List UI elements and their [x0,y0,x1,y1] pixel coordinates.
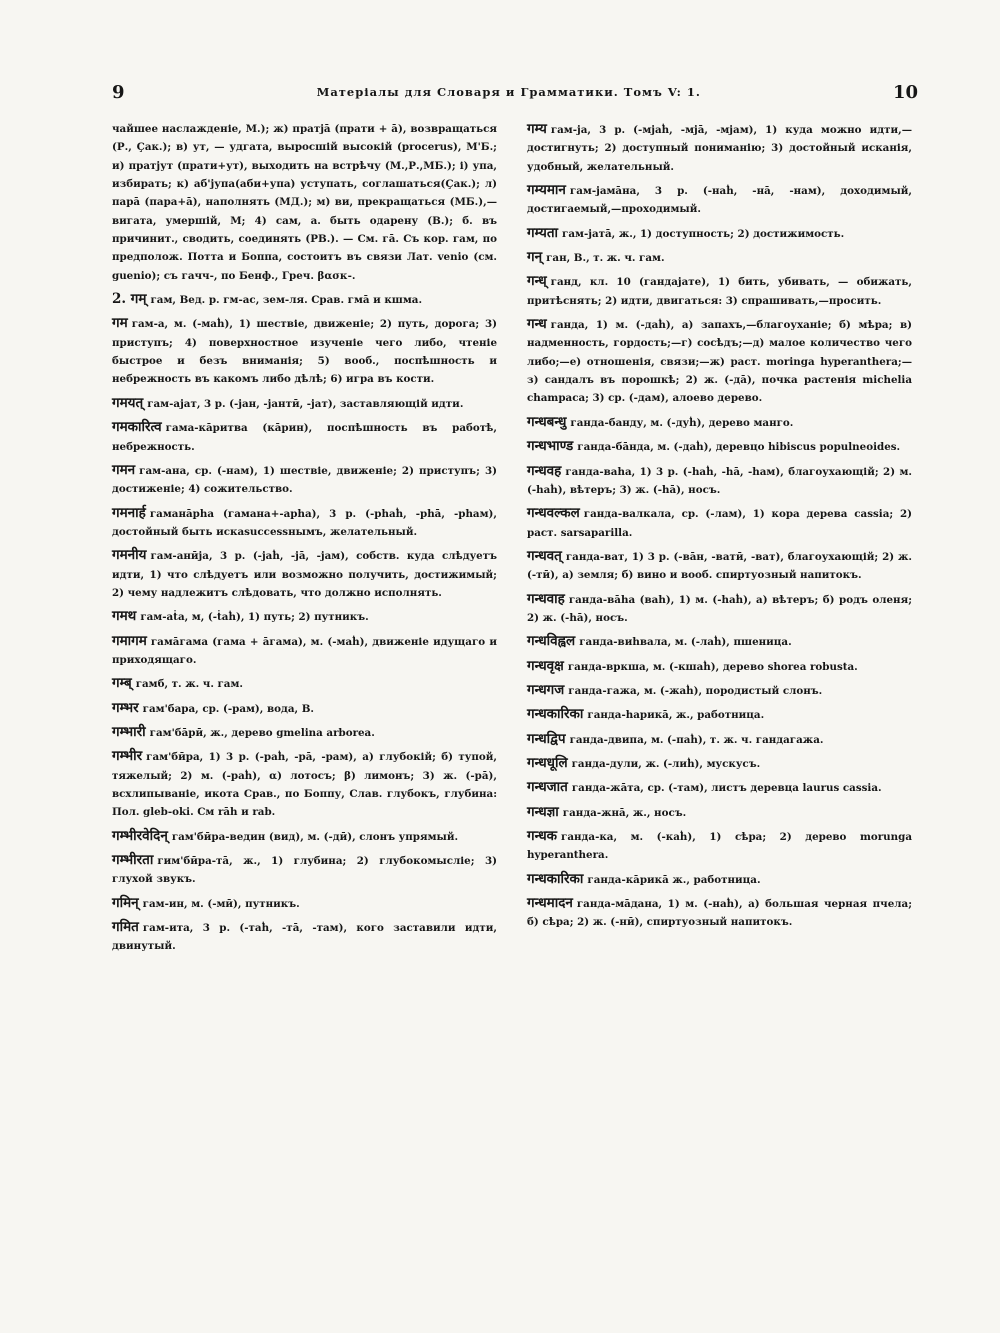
entry-headword: गमनीय [112,547,147,564]
entry-headword: गन्धवह [527,462,562,479]
entry-headword: गमकारित्व [112,419,162,436]
entry-headword: गन् [527,249,543,266]
dictionary-entry [112,674,497,693]
entry-definition: ган, В., т. ж. ч. гам. [546,252,665,265]
entry-headword: गन्धजात [527,779,568,796]
entry-headword: गन्ध् [527,273,547,290]
entry-headword: गम्भीरता [112,852,154,869]
entry-headword: गन्धगज [527,681,565,698]
entry-definition: гим'бӣра-тā, ж., 1) глубина; 2) глубокомысліе; 3) глухой звукъ. [112,855,497,886]
entry-headword: गन्धवल्कल [527,505,580,522]
entry-definition: ганда-ват, 1) 3 р. (-вāн, -ватӣ, -ват), благоухающій; 2) ж. (-тӣ), а) земля; б) вино и вооб. спиртуозный напитокъ. [527,550,912,582]
dictionary-entry [527,894,912,932]
entry-headword: गम्यमान [527,182,566,199]
dictionary-entry [527,437,912,456]
dictionary-entry [527,754,912,773]
dictionary-entry [527,181,912,219]
entry-definition: гам-ин, м. (-мӣ), путникъ. [142,897,300,910]
entry-definition: ганда, 1) м. (-даḣ), а) запахъ,—благоуханіе; б) мѣра; в) надменность, гордость;—г) сосѣдъ;—д) малое количество чего либо;—е) отношенія, связи;—ж) раст. moringa hyperanthera;—з) сандалъ въ порошкѣ; 2) ж. (-дā), почка растенія michelia champaca; 3) ср. (-дам), алоево дерево. [527,319,912,405]
entry-definition: гамб, т. ж. ч. гам. [135,678,244,691]
entry-definition: ганда-гажа, м. (-жаḣ), породистый слонъ. [568,684,823,697]
entry-headword: गन्धज्ञा [527,803,559,820]
dictionary-entry [112,120,497,285]
dictionary-entry [112,632,497,670]
left-page-number: 9 [112,81,125,103]
entry-headword: गन्धभाण्ड [527,438,574,455]
entry-definition: чайшее наслажденіе, М.); ж) пратjā (прати + ā), возвращаться (Р., Çак.); в) ут, — удгата, выросшій высокій (procerus), М'Б.; и) пратjут (прати+ут), выходить на встрѣчу (М.,Р.,МБ.); і) упа, избирать; к) аб'jупа(аби+упа) уступать, соглашаться(Çак.); л) парā (пара+ā), наполнять (МД.); м) ви, прекращаться (МБ.),—вигата, умершій, М; 4) сам, а. быть одарену (В.); б. въ причинит., сводить, соединять (РВ.). — См. гā. Съ кор. гам, по предполож. Потта и Боппа, состоитъ въ связи Лат. venio (см. guenio); съ гачч-, по Бенф., Греч. βασκ-. [112,123,497,282]
dictionary-entry [112,546,497,602]
dictionary-entry [112,607,497,626]
dictionary-entry [112,723,497,742]
entry-headword: गम्भर [112,699,139,716]
entry-headword: गन्धद्विप [527,730,566,747]
entry-definition: ганда-двипа, м. (-паḣ), т. ж. ч. гандагажа. [569,733,824,746]
dictionary-entry [527,870,912,889]
dictionary-entry [527,705,912,724]
entry-headword: गमित [112,919,139,936]
dictionary-entry [527,827,912,865]
entry-headword: गमन [112,461,136,478]
entry-definition: ганда-вркша, м. (-кшаḣ), дерево shorea robusta. [567,660,858,673]
entry-headword: गन्धक [527,828,558,844]
dictionary-entry [527,778,912,797]
entry-definition: ганда-hарикā, ж., работница. [587,709,765,722]
dictionary-entry [112,504,497,542]
dictionary-entry [527,120,912,176]
entry-definition: гам-jатā, ж., 1) доступность; 2) достижимость. [562,227,845,240]
dictionary-entry [527,590,912,628]
dictionary-entry [527,681,912,700]
entry-definition: гам-ана, ср. (-нам), 1) шествіе, движеніе; 2) приступъ; 3) достиженіе; 4) сожительство. [112,464,497,496]
entry-headword: गन्धविह्वल [527,633,576,650]
dictionary-entry [112,747,497,821]
entry-definition: гам-jа, 3 р. (-мjаḣ, -мjā, -мjам), 1) куда можно идти,—достигнуть; 2) доступный пониманію; 3) достойный исканія, удобный, желательный. [527,124,912,173]
entry-headword: गन्ध [527,316,547,333]
dictionary-entry [527,315,912,408]
entry-headword: 2. गम् [112,291,147,308]
entry-definition: гам'бӣра, 1) 3 р. (-раḣ, -рā, -рам), а) глубокій; б) тупой, тяжелый; 2) м. (-раḣ), α) лотосъ; β) лимонъ; 3) ж. (-рā), всхлипываніе, икота Срав., по Боппу, Слав. глубокъ, глубина: Пол. gleb-oki. См rāh и rab. [112,751,497,819]
dictionary-entry [112,918,497,956]
entry-definition: ганда-бāнда, м. (-даḣ), деревцо hibiscus populneoides. [577,441,901,454]
entry-definition: ганда-банду, м. (-дуḣ), дерево манго. [570,416,794,429]
dictionary-entry [112,699,497,718]
entry-definition: ганда-валкала, ср. (-лам), 1) кора дерева cassia; 2) раст. sarsaparilla. [527,508,912,539]
entry-headword: गमिन् [112,894,139,911]
entry-definition: ганда-ка, м. (-каḣ), 1) сѣра; 2) дерево morunga hyperanthera. [527,831,912,862]
entry-definition: ганда-виhвала, м. (-лаḣ), пшеница. [579,636,792,649]
dictionary-entry [527,272,912,310]
entry-headword: गम्यता [527,224,559,241]
entry-headword: गमागम [112,632,147,649]
entry-headword: गम्भीरवेदिन् [112,827,168,844]
dictionary-entry [112,290,497,309]
entry-definition: гам-а, м. (-маḣ), 1) шествіе, движеніе; 2) путь, дорога; 3) приступъ; 4) поверхностное изученіе чего либо, чтеніе быстрое и безъ вниманія; 5) вооб., поспѣшность и небрежность въ какомъ либо дѣлѣ; 6) игра въ кости. [112,318,497,386]
dictionary-entry [112,461,497,499]
dictionary-entry [527,632,912,651]
dictionary-entry [527,413,912,432]
entry-definition: гамāгама (гама + āгама), м. (-маḣ), движеніе идущаго и приходящаго. [112,635,497,666]
entry-definition: гам-ита, 3 р. (-таḣ, -тā, -там), кого заставили идти, двинутый. [112,922,497,953]
entry-headword: गमनार्ह [112,504,146,521]
entry-definition: ганда-кāрикā ж., работница. [587,873,761,886]
entry-headword: गम्भीर [112,748,143,765]
dictionary-entry [527,730,912,749]
entry-headword: गम [112,315,128,332]
dictionary-entry [527,547,912,585]
entry-definition: гаманāрhа (гамана+-арhа), 3 р. (-рhаḣ, -рhā, -рhам), достойный быть искаsuccessнымъ, желательный. [112,507,497,538]
right-page-number: 10 [892,81,918,103]
entry-headword: गन्धमादन [527,895,573,912]
entry-definition: ганда-жāта, ср. (-там), листъ деревца laurus cassia. [571,782,882,795]
entry-definition: гам-аjат, 3 р. (-jан, -jантӣ, -jат), заставляющій идти. [147,397,464,410]
dictionary-entry [112,314,497,388]
dictionary-entry [527,462,912,500]
entry-definition: ганда-ваhа, 1) 3 р. (-hаḣ, -hā, -hам), благоухающій; 2) м. (-hаḣ), вѣтеръ; 3) ж. (-hā), носъ. [527,465,912,496]
dictionary-entry [527,248,912,267]
entry-definition: ганда-дули, ж. (-лиḣ), мускусъ. [571,757,761,770]
entry-headword: गम्भारी [112,723,146,740]
entry-definition: гама-кāритва (кāрин), поспѣшность въ работѣ, небрежность. [112,422,497,453]
dictionary-entry [112,394,497,413]
entry-definition: гам'бӣра-ведин (вид), м. (-дӣ), слонъ упрямый. [171,830,459,843]
entry-definition: гам'бара, ср. (-рам), вода, В. [142,702,314,715]
entry-definition: гам-анӣjа, 3 р. (-jаḣ, -jā, -jам), собств. куда слѣдуетъ идти, 1) что слѣдуетъ или возможно получить, достижимый; 2) чему надлежитъ слѣдовать, что должно исполнять. [112,550,497,599]
entry-definition: ганда-вāhа (ваh), 1) м. (-hаḣ), а) вѣтеръ; б) родъ оленя; 2) ж. (-hā), носъ. [527,593,912,624]
entry-headword: गमथ [112,608,137,625]
entry-headword: गन्धकारिका [527,706,584,723]
entry-definition: гам-jамāна, 3 р. (-наḣ, -нā, -нам), доходимый, достигаемый,—проходимый. [527,185,912,216]
dictionary-entry [527,657,912,676]
dictionary-entry [112,827,497,846]
entry-definition: ганда-мāдана, 1) м. (-наḣ), а) большая черная пчела; б) сѣра; 2) ж. (-нӣ), спиртуозный напитокъ. [527,898,912,929]
entry-headword: गन्धवत् [527,547,562,564]
entry-headword: गमयत् [112,394,144,411]
running-title: Матеріалы для Словаря и Грамматики. Томъ V: 1. [316,85,701,99]
dictionary-entry [112,418,497,456]
entry-definition: ганд, кл. 10 (гандаjате), 1) бить, убивать, — обижать, притѣснять; 2) идти, двигаться: 3) спрашивать,—просить. [527,276,912,307]
left-column [112,120,497,961]
entry-headword: गन्धधूलि [527,754,568,771]
entry-headword: गन्धवृक्ष [527,657,564,674]
page-header [112,80,918,104]
dictionary-entry [527,504,912,542]
entry-headword: गन्धबन्धु [527,413,567,430]
entry-headword: गन्धकारिका [527,870,584,887]
entry-headword: गम्य [527,121,547,137]
entry-definition: гам-аṫа, м, (-ṫаḣ), 1) путь; 2) путникъ. [140,611,369,624]
entry-headword: गन्धवाह [527,590,565,607]
right-column [527,120,912,937]
dictionary-entry [112,894,497,913]
dictionary-entry [527,803,912,822]
entry-definition: гам, Вед. р. гм-ас, зем-ля. Срав. гмā и кшма. [150,294,423,307]
dictionary-entry [112,851,497,889]
entry-definition: ганда-жнā, ж., носъ. [562,806,687,819]
entry-definition: гам'бāрӣ, ж., дерево gmelina arborea. [149,726,375,739]
dictionary-entry [527,224,912,243]
entry-headword: गम्ब् [112,675,132,692]
